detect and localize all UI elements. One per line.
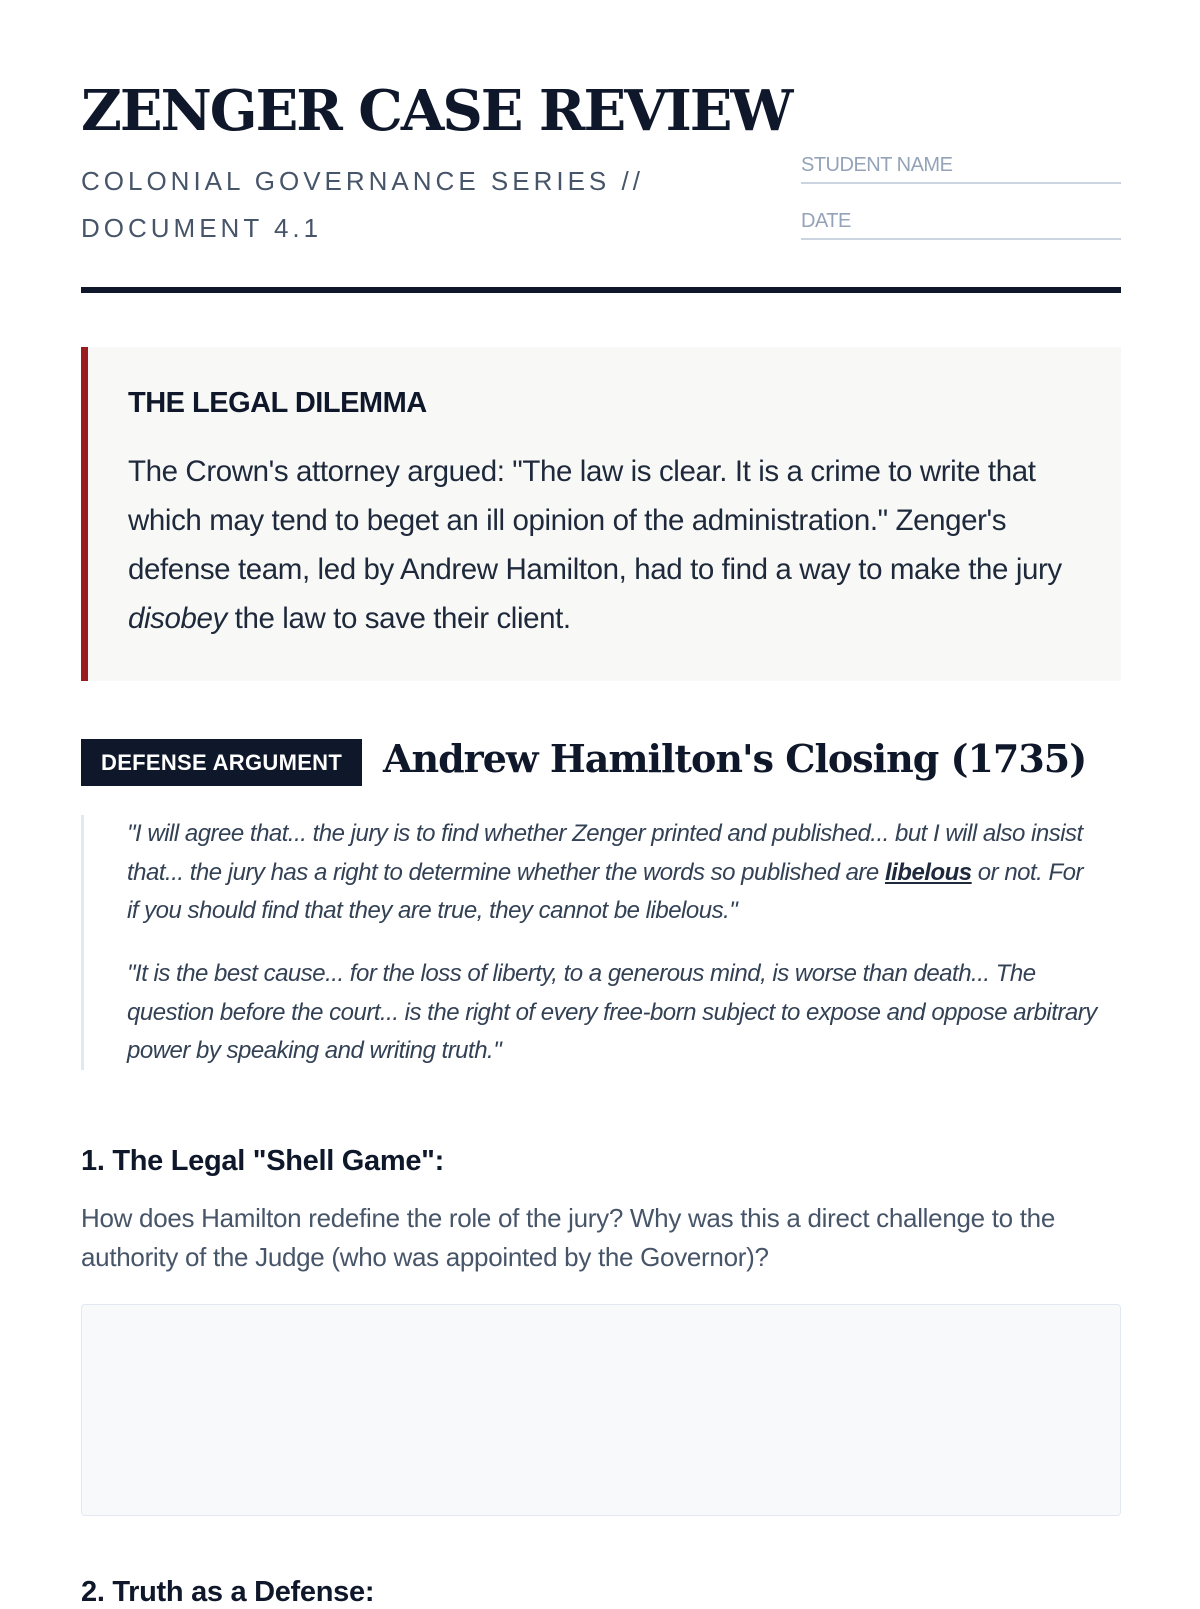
defense-argument-badge: DEFENSE ARGUMENT <box>81 739 362 786</box>
quote-1-text-1: "I will agree that... the jury is to find whether Zenger printed and published... but I will also insist that... the jury has a right to determine whether the words so published are <box>127 820 1083 886</box>
question-1-title: 1. The Legal "Shell Game": <box>81 1145 444 1177</box>
subtitle-line-1: COLONIAL GOVERNANCE SERIES // <box>81 166 644 196</box>
series-subtitle <box>81 158 681 252</box>
subtitle-line-2: DOCUMENT 4.1 <box>81 213 323 243</box>
legal-dilemma-callout <box>81 347 1121 681</box>
quote-2: "It is the best cause... for the loss of liberty, to a generous mind, is worse than death... The question before the court... is the right of every free-born subject to expose and oppose arbitrary power by speaking and writing truth." <box>127 960 1097 1064</box>
section-title: Andrew Hamilton's Closing (1735) <box>383 736 1087 781</box>
dilemma-text-1: The Crown's attorney argued: "The law is clear. It is a crime to write that which may tend to beget an ill opinion of the administration." Zenger's defense team, led by Andrew Hamilton, had to find a way to make the jury <box>128 455 1062 586</box>
question-2-title: 2. Truth as a Defense: <box>81 1576 375 1608</box>
student-name-label: STUDENT NAME <box>801 154 953 176</box>
question-1-answer-box[interactable] <box>81 1304 1121 1516</box>
hamilton-quotes <box>81 815 1121 1070</box>
quote-1-text-2: or not. For if you should find that they are true, they cannot be libelous." <box>127 858 1084 924</box>
student-name-field[interactable] <box>801 152 1121 184</box>
dilemma-text-2: the law to save their client. <box>226 602 571 635</box>
date-label: DATE <box>801 210 851 232</box>
dilemma-body <box>128 447 1088 643</box>
dilemma-heading: THE LEGAL DILEMMA <box>128 387 427 419</box>
question-1-prompt: How does Hamilton redefine the role of the jury? Why was this a direct challenge to the authority of the Judge (who was appointed by the Governor)? <box>81 1203 1055 1272</box>
quote-1 <box>127 815 1097 931</box>
page-title: ZENGER CASE REVIEW <box>81 78 792 144</box>
dilemma-emphasis: disobey <box>128 602 227 635</box>
header-divider <box>81 287 1121 293</box>
quote-1-emphasis: libelous <box>884 858 972 886</box>
date-field[interactable] <box>801 208 1121 240</box>
